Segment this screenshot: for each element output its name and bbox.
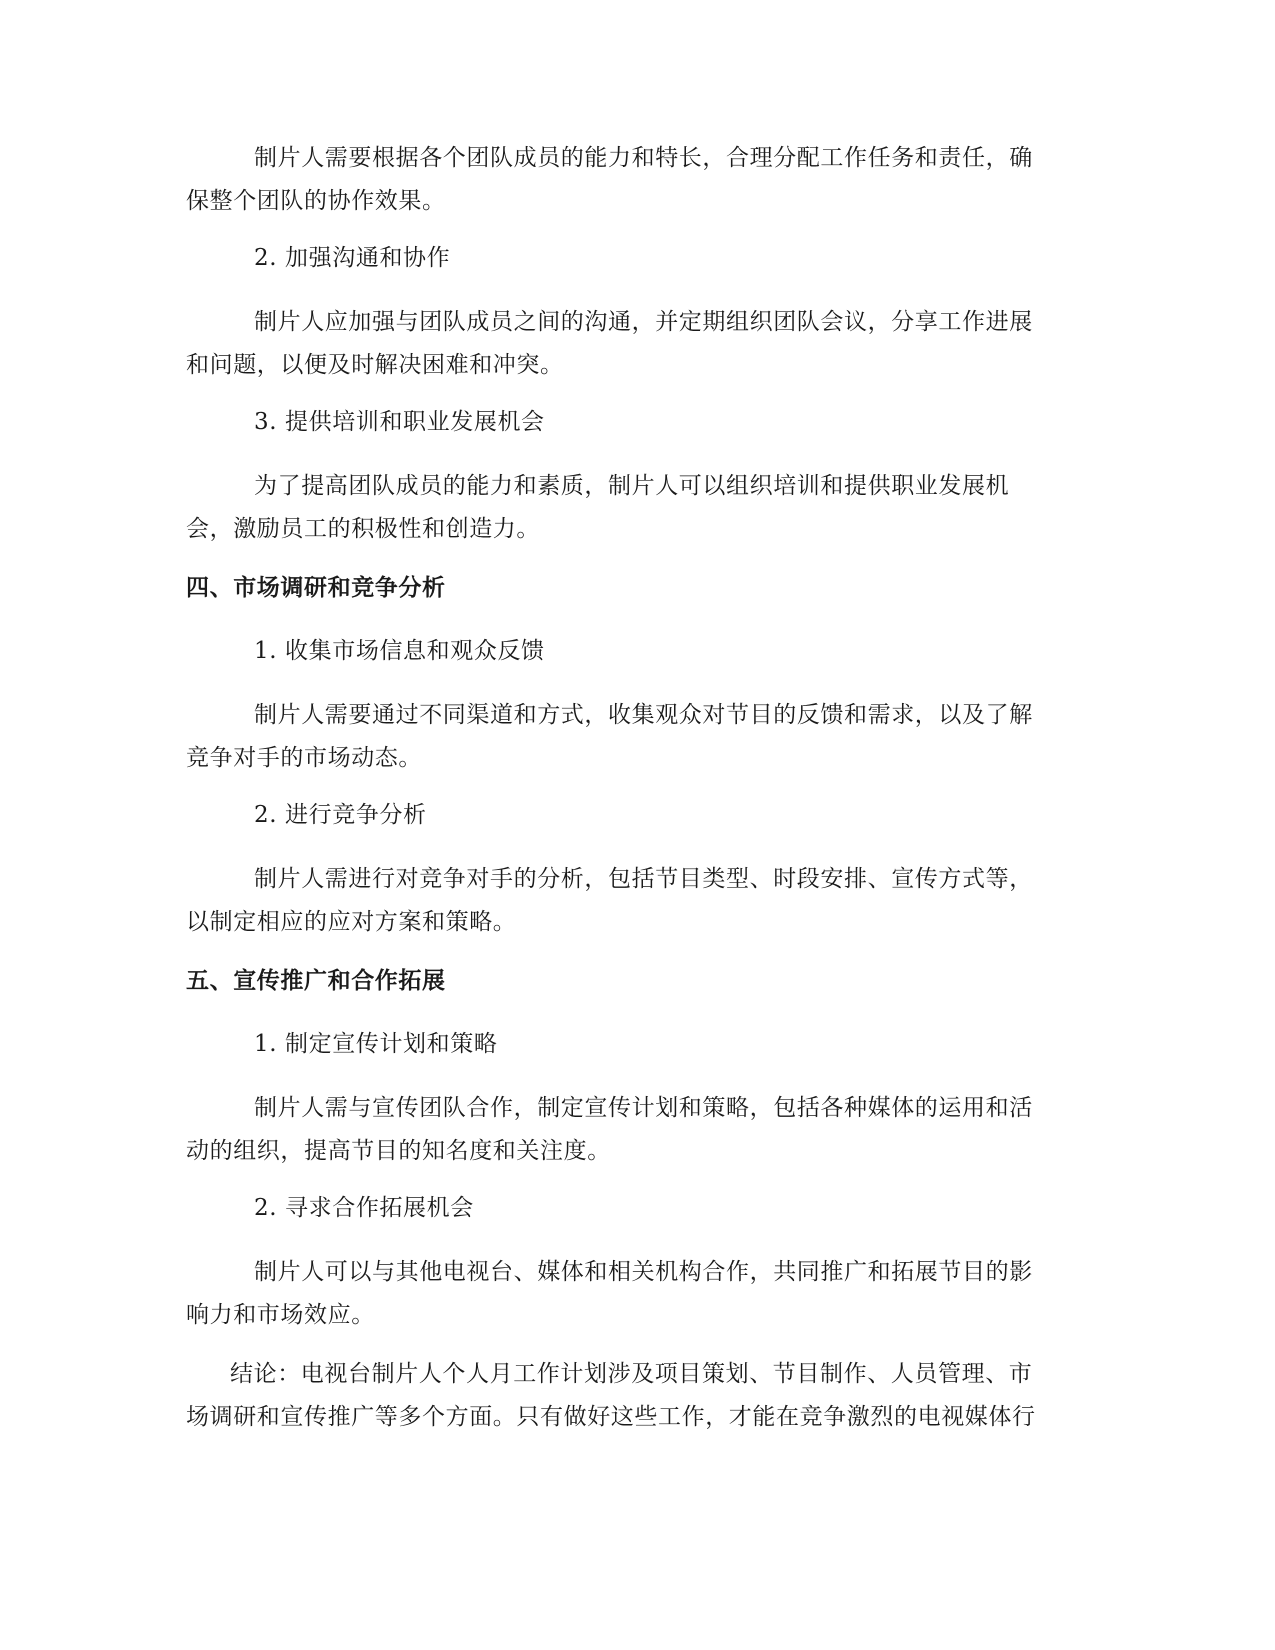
subheading-cooperation: 2. 寻求合作拓展机会 — [254, 1195, 474, 1221]
section-heading-market-research: 四、市场调研和竞争分析 — [186, 575, 446, 601]
subheading-training: 3. 提供培训和职业发展机会 — [254, 409, 545, 435]
paragraph-conclusion: 结论：电视台制片人个人月工作计划涉及项目策划、节目制作、人员管理、市 场调研和宣传推广等多个方面。只有做好这些工作，才能在竞争激烈的电视媒体行 — [186, 1361, 1036, 1430]
paragraph-competition-analysis: 制片人需进行对竞争对手的分析，包括节目类型、时段安排、宣传方式等， 以制定相应的应对方案和策略。 — [186, 866, 1033, 935]
paragraph-team-task-allocation: 制片人需要根据各个团队成员的能力和特长，合理分配工作任务和责任，确 保整个团队的协作效果。 — [186, 145, 1033, 214]
paragraph-promotion-plan: 制片人需与宣传团队合作，制定宣传计划和策略，包括各种媒体的运用和活 动的组织，提高节目的知名度和关注度。 — [186, 1095, 1033, 1164]
subheading-collect-market-info: 1. 收集市场信息和观众反馈 — [254, 638, 545, 664]
subheading-communication: 2. 加强沟通和协作 — [254, 245, 451, 271]
paragraph-training: 为了提高团队成员的能力和素质，制片人可以组织培训和提供职业发展机 会，激励员工的积极性和创造力。 — [186, 473, 1010, 542]
subheading-promotion-plan: 1. 制定宣传计划和策略 — [254, 1031, 498, 1057]
paragraph-cooperation: 制片人可以与其他电视台、媒体和相关机构合作，共同推广和拓展节目的影 响力和市场效应。 — [186, 1259, 1033, 1328]
paragraph-collect-market-info: 制片人需要通过不同渠道和方式，收集观众对节目的反馈和需求，以及了解 竞争对手的市场动态。 — [186, 702, 1033, 771]
subheading-competition-analysis: 2. 进行竞争分析 — [254, 802, 427, 828]
paragraph-communication: 制片人应加强与团队成员之间的沟通，并定期组织团队会议，分享工作进展 和问题，以便及时解决困难和冲突。 — [186, 309, 1033, 378]
section-heading-promotion: 五、宣传推广和合作拓展 — [186, 968, 446, 994]
